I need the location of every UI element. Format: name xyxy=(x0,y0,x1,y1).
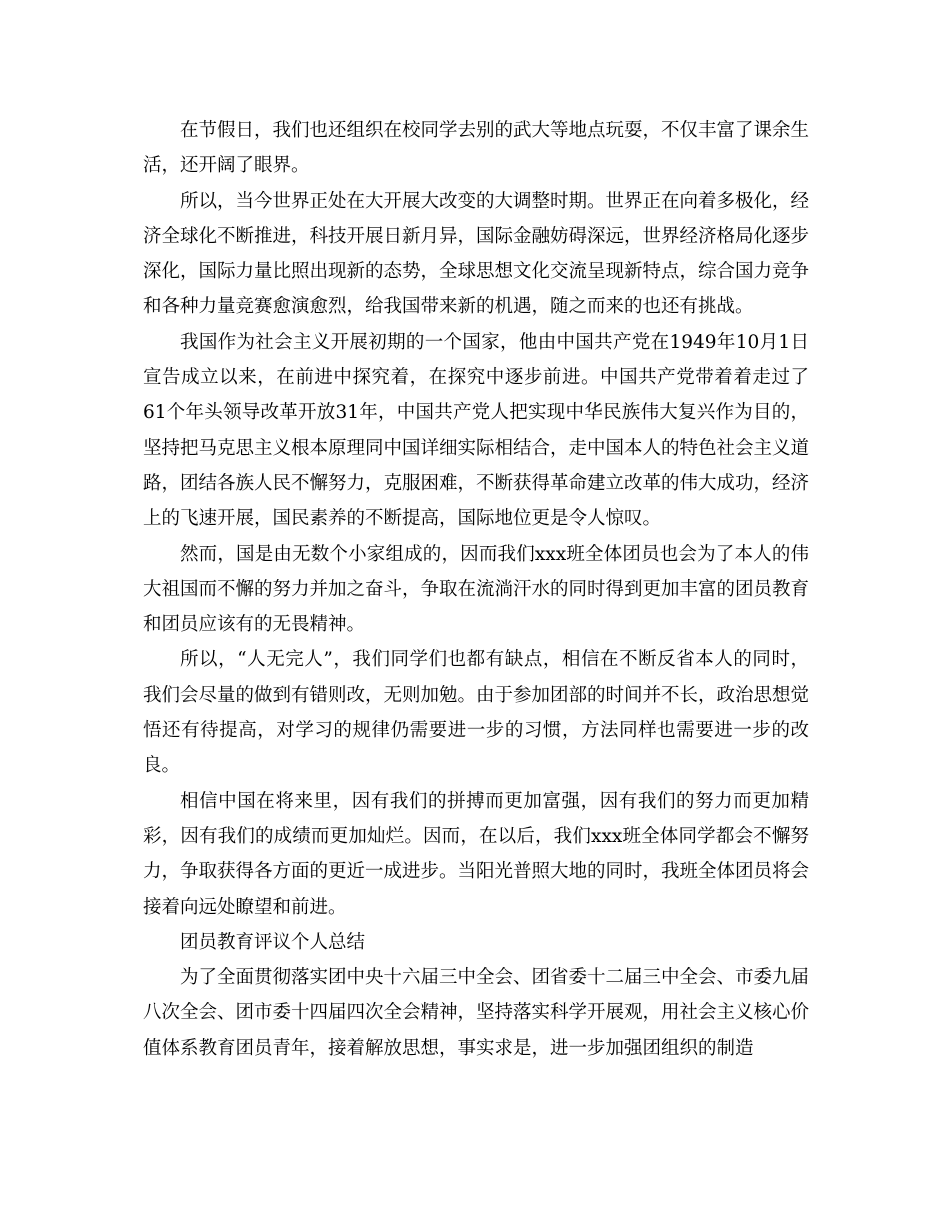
document-body xyxy=(143,113,809,1066)
paragraph-world-situation: 所以，当今世界正处在大开展大改变的大调整时期。世界正在向着多极化，经济全球化不断推进，科技开展日新月异，国际金融妨碍深远，世界经济格局化逐步深化，国际力量比照出现新的态势，全球思想文化交流呈现新特点，综合国力竞争和各种力量竞赛愈演愈烈，给我国带来新的机遇，随之而来的也还有挑战。 xyxy=(143,190,810,318)
paragraph-future-outlook: 相信中国在将来里，因有我们的拼搏而更加富强，因有我们的努力而更加精彩，因有我们的成绩而更加灿烂。因而，在以后，我们xxx班全体同学都会不懈努力，争取获得各方面的更近一成进步。当阳光普照大地的同时，我班全体团员将会接着向远处瞭望和前进。 xyxy=(143,790,810,918)
section-heading: 团员教育评议个人总结 xyxy=(180,931,366,953)
paragraph-national-development: 我国作为社会主义开展初期的一个国家，他由中国共产党在1949年10月1日宣告成立以来，在前进中探究着，在探究中逐步前进。中国共产党带着着走过了61个年头领导改革开放31年，中国共产党人把实现中华民族伟大复兴作为目的，坚持把马克思主义根本原理同中国详细实际相结合，走中国本人的特色社会主义道路，团结各族人民不懈努力，克服困难，不断获得革命建立改革的伟大成功，经济上的飞速开展，国民素养的不断提高，国际地位更是令人惊叹。 xyxy=(143,331,810,530)
paragraph-implementation: 为了全面贯彻落实团中央十六届三中全会、团省委十二届三中全会、市委九届八次全会、团市委十四届四次全会精神，坚持落实科学开展观，用社会主义核心价值体系教育团员青年，接着解放思想，事实求是，进一步加强团组织的制造 xyxy=(143,967,810,1059)
paragraph-class-effort: 然而，国是由无数个小家组成的，因而我们xxx班全体团员也会为了本人的伟大祖国而不懈的努力并加之奋斗，争取在流淌汗水的同时得到更加丰富的团员教育和团员应该有的无畏精神。 xyxy=(143,543,810,636)
paragraph-holiday-activities: 在节假日，我们也还组织在校同学去别的武大等地点玩耍，不仅丰富了课余生活，还开阔了眼界。 xyxy=(143,120,810,177)
paragraph-self-reflection: 所以，“人无完人”，我们同学们也都有缺点，相信在不断反省本人的同时，我们会尽量的做到有错则改，无则加勉。由于参加团部的时间并不长，政治思想觉悟还有待提高，对学习的规律仍需要进一步的习惯，方法同样也需要进一步的改良。 xyxy=(143,649,810,777)
